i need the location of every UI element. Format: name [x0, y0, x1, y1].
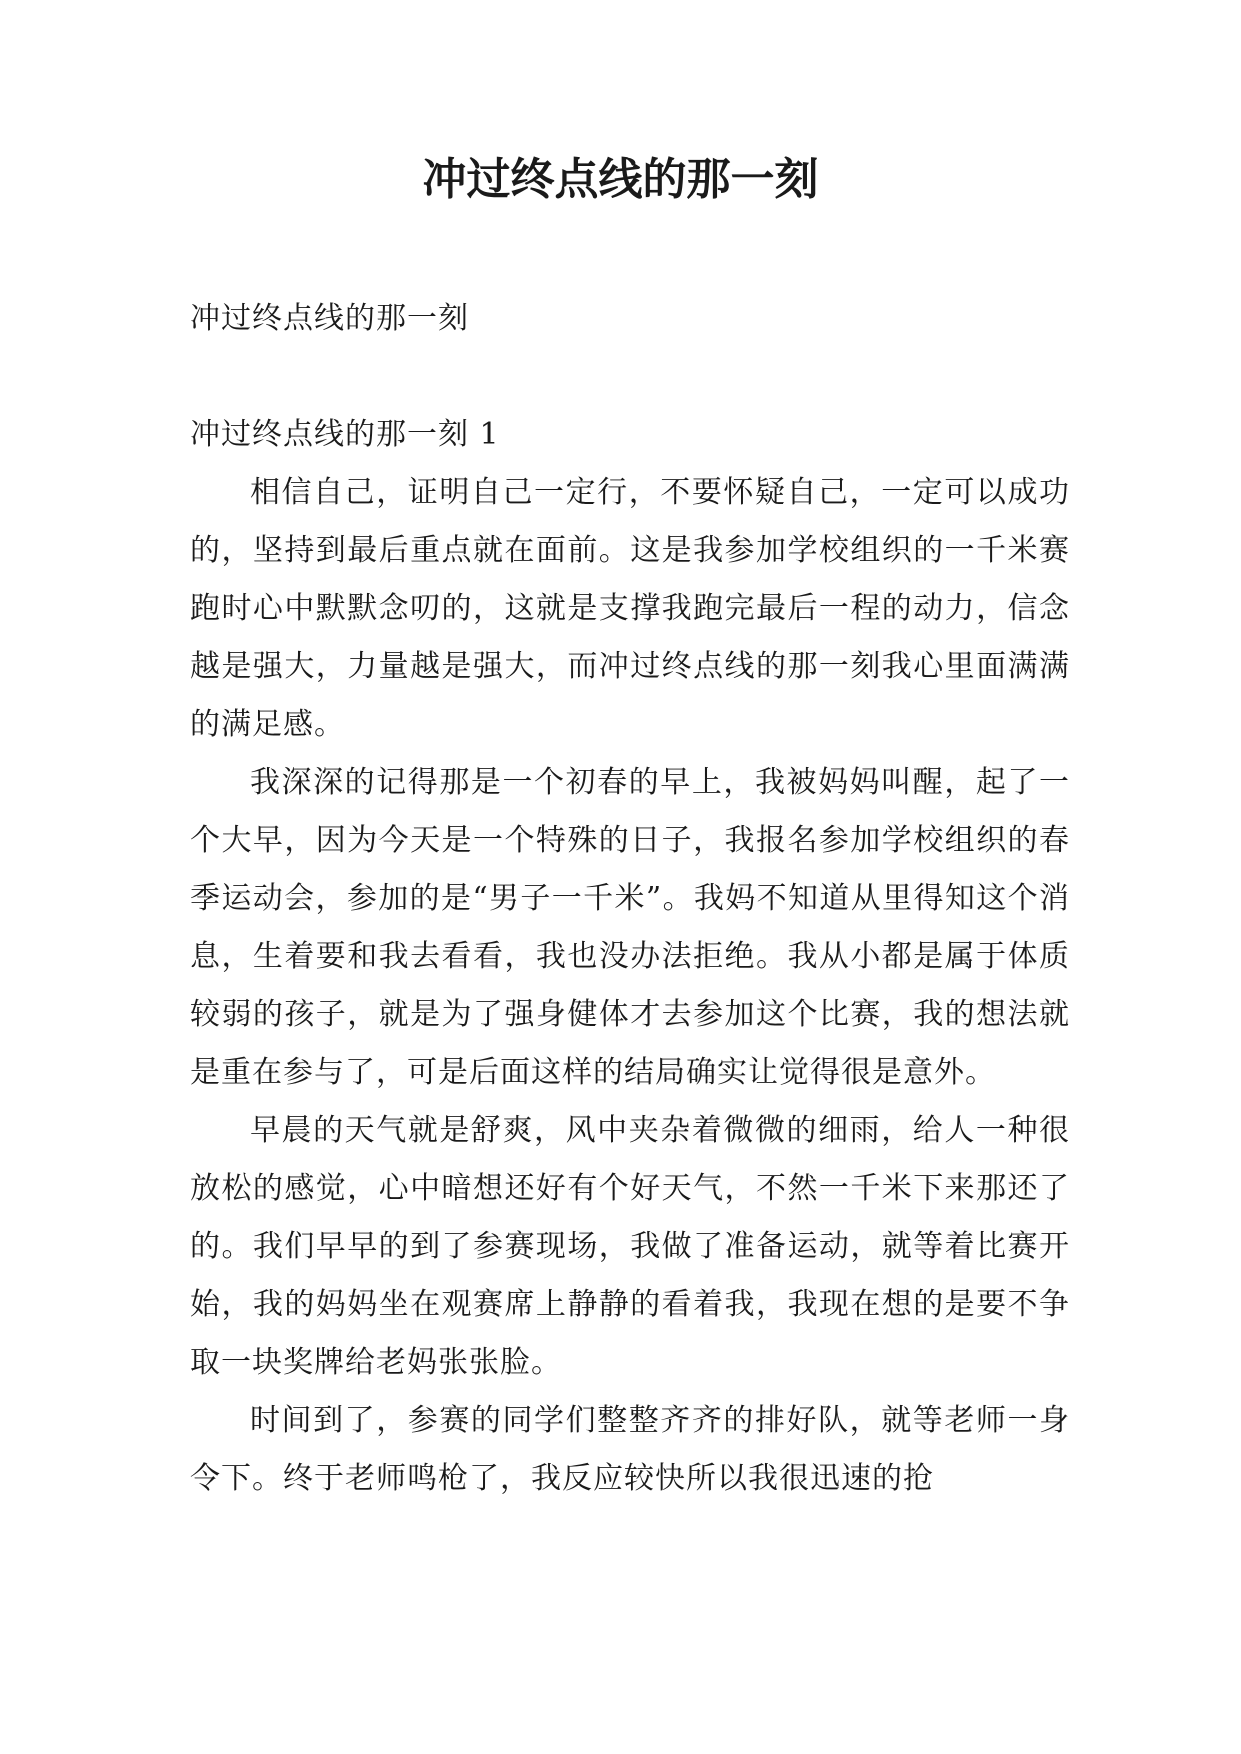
document-body	[190, 290, 1070, 1508]
paragraph-2: 我深深的记得那是一个初春的早上，我被妈妈叫醒，起了一个大早，因为今天是一个特殊的日子，我报名参加学校组织的春季运动会，参加的是“男子一千米”。我妈不知道从里得知这个消息，生着要和我去看看，我也没办法拒绝。我从小都是属于体质较弱的孩子，就是为了强身健体才去参加这个比赛，我的想法就是重在参与了，可是后面这样的结局确实让觉得很是意外。	[190, 765, 1070, 1090]
document-title: 冲过终点线的那一刻	[422, 154, 819, 205]
blank-line	[190, 348, 1070, 406]
document-subtitle: 冲过终点线的那一刻	[190, 301, 469, 336]
paragraph-4: 时间到了，参赛的同学们整整齐齐的排好队，就等老师一身令下。终于老师鸣枪了，我反应较快所以我很迅速的抢	[190, 1403, 1070, 1496]
paragraph-3: 早晨的天气就是舒爽，风中夹杂着微微的细雨，给人一种很放松的感觉，心中暗想还好有个好天气，不然一千米下来那还了的。我们早早的到了参赛现场，我做了准备运动，就等着比赛开始，我的妈妈坐在观赛席上静静的看着我，我现在想的是要不争取一块奖牌给老妈张张脸。	[190, 1113, 1070, 1380]
section-heading: 冲过终点线的那一刻 1	[190, 417, 500, 452]
paragraph-1: 相信自己，证明自己一定行，不要怀疑自己，一定可以成功的，坚持到最后重点就在面前。这是我参加学校组织的一千米赛跑时心中默默念叨的，这就是支撑我跑完最后一程的动力，信念越是强大，力量越是强大，而冲过终点线的那一刻我心里面满满的满足感。	[190, 475, 1070, 742]
